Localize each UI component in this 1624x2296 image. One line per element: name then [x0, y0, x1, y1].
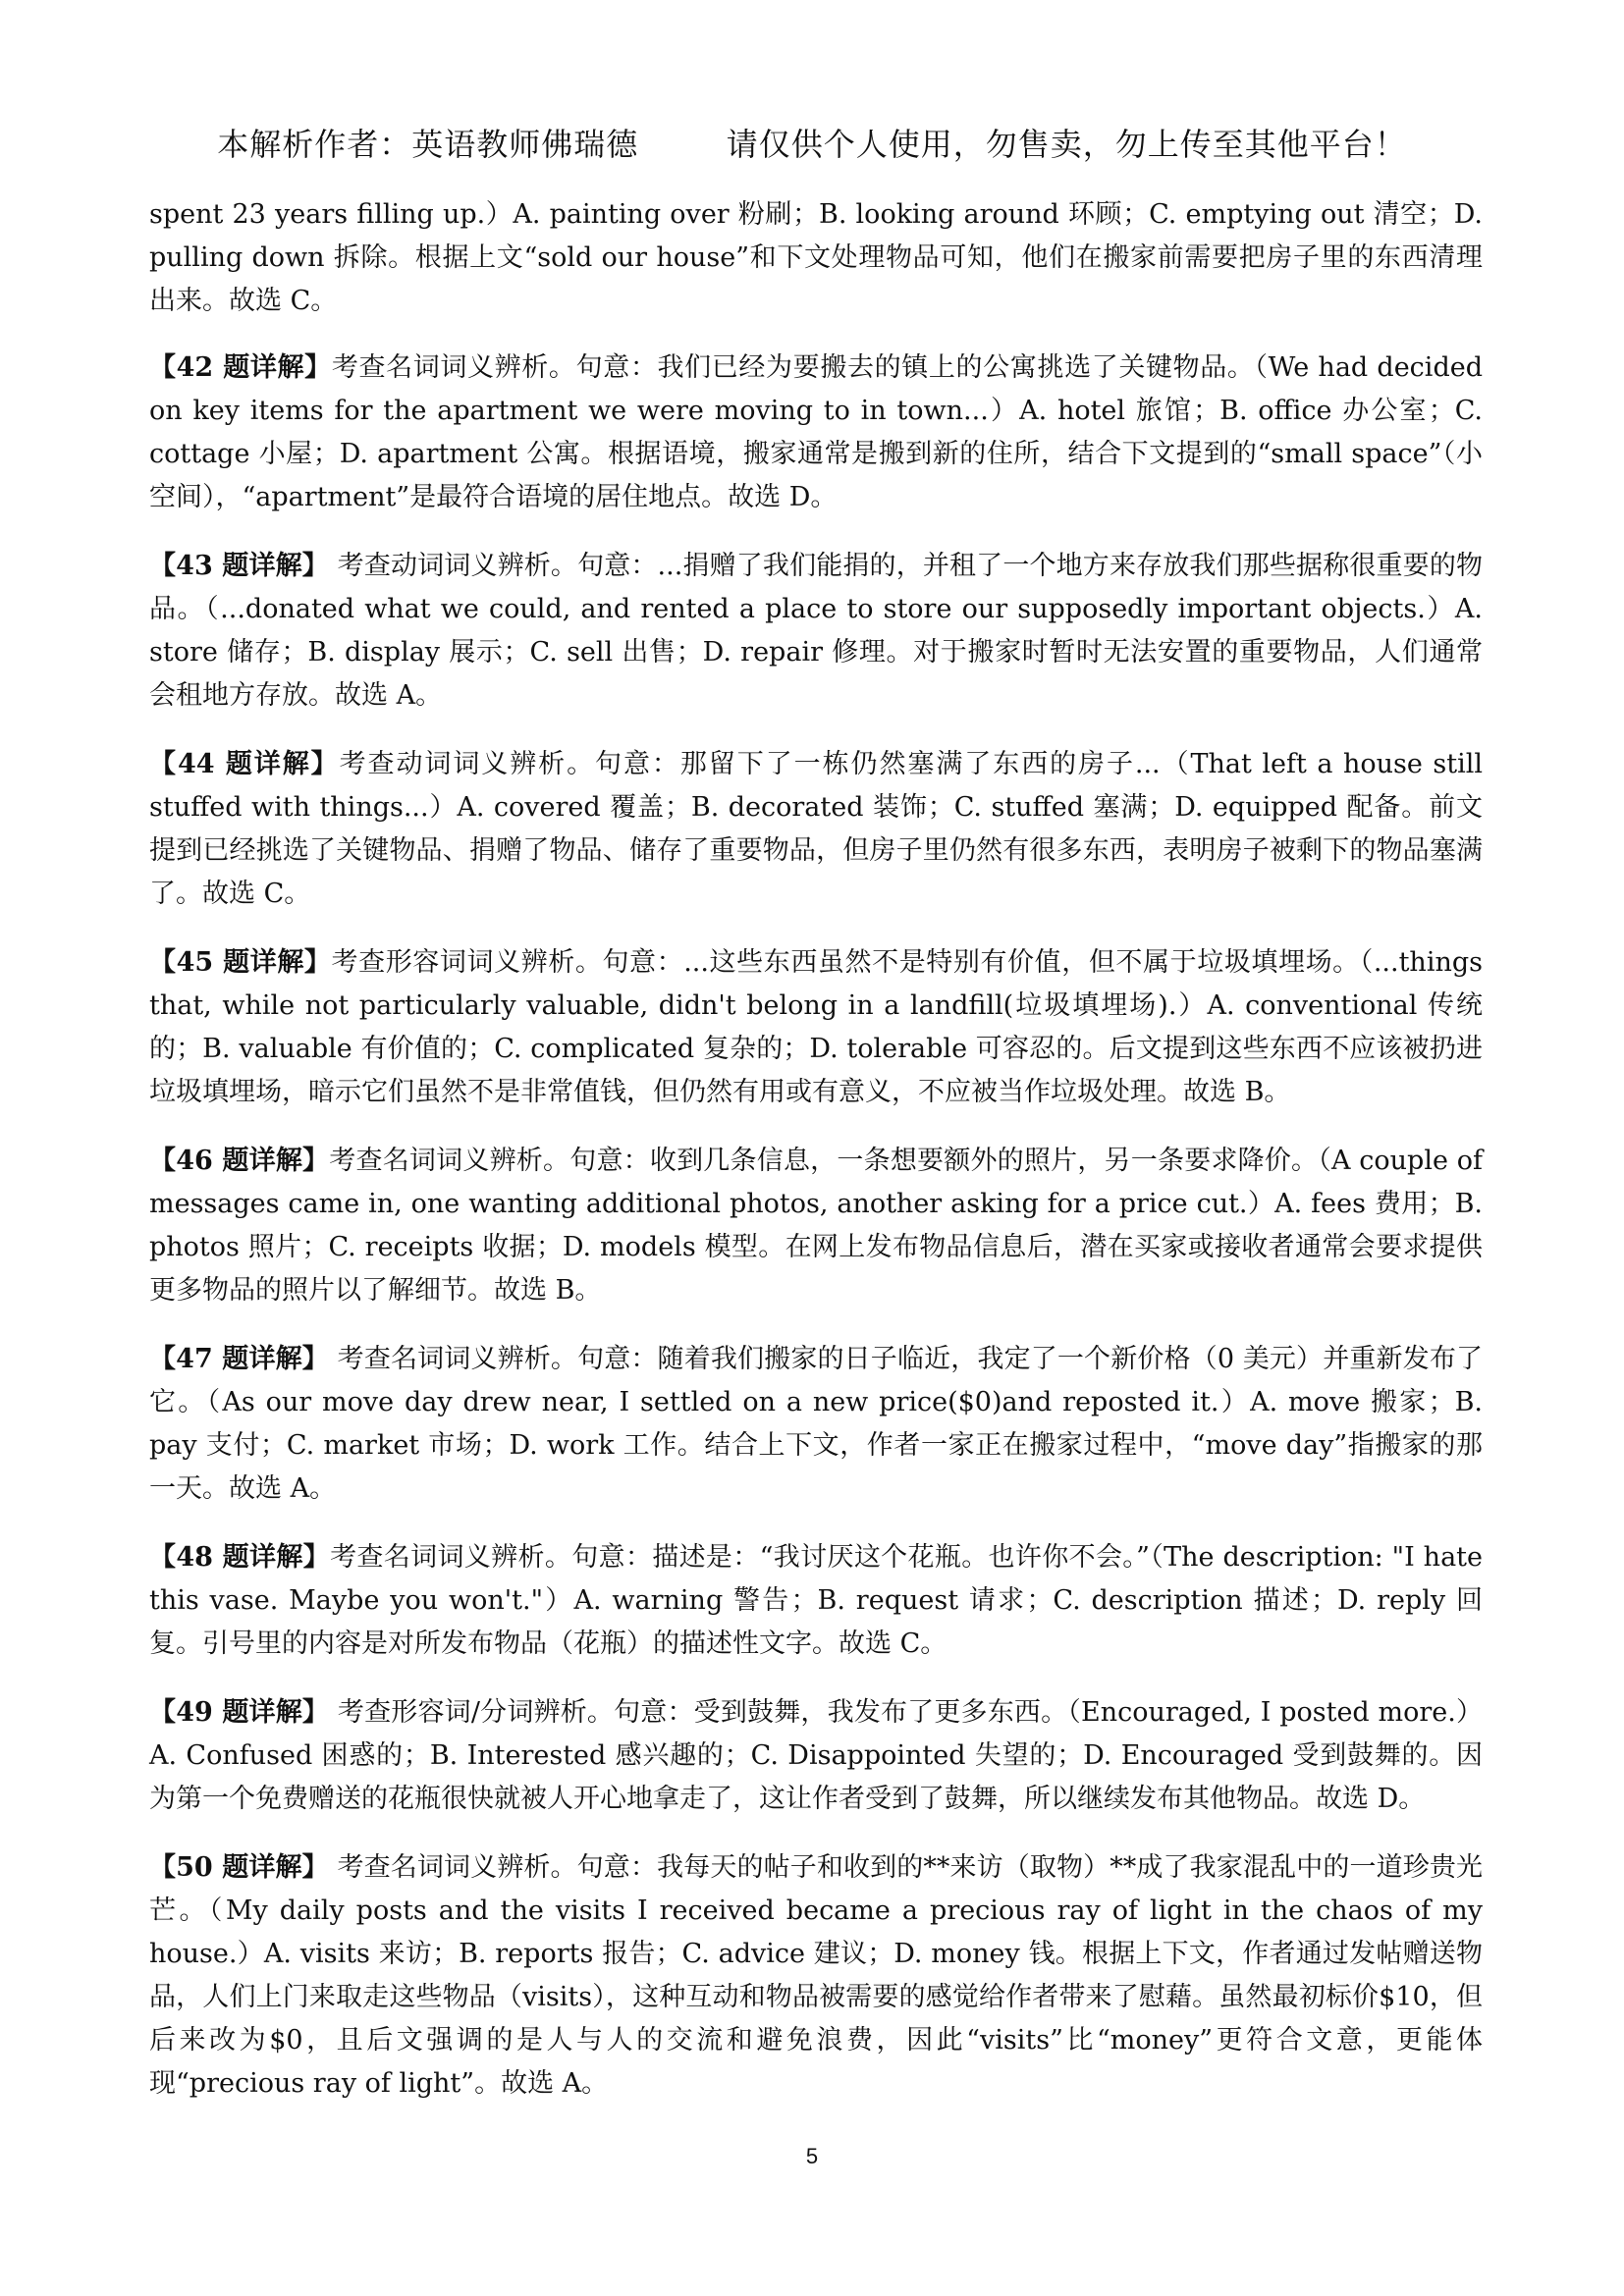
explanation-45	[149, 941, 1483, 1114]
question-label: 【44 题详解】	[149, 749, 340, 779]
explanation-43	[149, 545, 1483, 718]
explanation-41-continued	[149, 193, 1483, 323]
explanation-42	[149, 347, 1483, 519]
page-number: 5	[805, 2144, 819, 2168]
header-author: 本解析作者：英语教师佛瑞德	[217, 126, 639, 163]
question-label: 【47 题详解】	[149, 1344, 329, 1374]
question-label: 【49 题详解】	[149, 1697, 330, 1728]
explanation-text: 考查名词词义辨析。句意：我每天的帖子和收到的**来访（取物）**成了我家混乱中的一道珍贵光芒。（My daily posts and the visits I received became a precious ray of light in the chaos of my house.）A. visits 来访；B. reports 报告；C. advice 建议；D. money 钱。根据上下文，作者通过发帖赠送物品，人们上门来取走这些物品（visits），这种互动和物品被需要的感觉给作者带来了慰藉。虽然最初标价$10，但后来改为$0，且后文强调的是人与人的交流和避免浪费，因此“visits”比“money”更符合文意，更能体现“precious ray of light”。故选 A。	[149, 1852, 1483, 2099]
explanation-48	[149, 1536, 1483, 1666]
explanation-text: 考查名词词义辨析。句意：收到几条信息，一条想要额外的照片，另一条要求降价。（A couple of messages came in, one wanting additional photos, another asking for a price cut.）A. fees 费用；B. photos 照片；C. receipts 收据；D. models 模型。在网上发布物品信息后，潜在买家或接收者通常会要求提供更多物品的照片以了解细节。故选 B。	[149, 1146, 1483, 1306]
question-label: 【42 题详解】	[149, 352, 332, 383]
answer-explanations	[149, 193, 1483, 2131]
explanation-44	[149, 743, 1483, 916]
explanation-text: 考查名词词义辨析。句意：描述是：“我讨厌这个花瓶。也许你不会。”（The description: "I hate this vase. Maybe you won't."）A. warning 警告；B. request 请求；C. description 描述；D. reply 回复。引号里的内容是对所发布物品（花瓶）的描述性文字。故选 C。	[149, 1542, 1483, 1659]
explanation-46	[149, 1140, 1483, 1312]
page-header	[0, 120, 1624, 165]
question-label: 【43 题详解】	[149, 551, 329, 581]
explanation-49	[149, 1691, 1483, 1821]
question-label: 【48 题详解】	[149, 1542, 331, 1573]
explanation-50	[149, 1846, 1483, 2106]
header-notice: 请仅供个人使用，勿售卖，勿上传至其他平台！	[726, 126, 1407, 163]
question-label: 【50 题详解】	[149, 1852, 329, 1883]
explanation-text: 考查动词词义辨析。句意：那留下了一栋仍然塞满了东西的房子...（That left a house still stuffed with things...）A. covered 覆盖；B. decorated 装饰；C. stuffed 塞满；D. equipped 配备。前文提到已经挑选了关键物品、捐赠了物品、储存了重要物品，但房子里仍然有很多东西，表明房子被剩下的物品塞满了。故选 C。	[149, 749, 1483, 909]
explanation-47	[149, 1338, 1483, 1511]
question-label: 【45 题详解】	[149, 947, 332, 978]
explanation-text: 考查形容词词义辨析。句意：...这些东西虽然不是特别有价值，但不属于垃圾填埋场。（...things that, while not particularly valuable, didn't belong in a landfill(垃圾填埋场).）A. conventional 传统的；B. valuable 有价值的；C. complicated 复杂的；D. tolerable 可容忍的。后文提到这些东西不应该被扔进垃圾填埋场，暗示它们虽然不是非常值钱，但仍然有用或有意义，不应被当作垃圾处理。故选 B。	[149, 947, 1483, 1107]
explanation-text: 考查形容词/分词辨析。句意：受到鼓舞，我发布了更多东西。（Encouraged, I posted more.）A. Confused 困惑的；B. Interested 感兴趣的；C. Disappointed 失望的；D. Encouraged 受到鼓舞的。因为第一个免费赠送的花瓶很快就被人开心地拿走了，这让作者受到了鼓舞，所以继续发布其他物品。故选 D。	[149, 1697, 1484, 1814]
explanation-text: 考查名词词义辨析。句意：随着我们搬家的日子临近，我定了一个新价格（0 美元）并重新发布了它。（As our move day drew near, I settled on a new price($0)and reposted it.）A. move 搬家；B. pay 支付；C. market 市场；D. work 工作。结合上下文，作者一家正在搬家过程中，“move day”指搬家的那一天。故选 A。	[149, 1344, 1483, 1504]
explanation-text: 考查名词词义辨析。句意：我们已经为要搬去的镇上的公寓挑选了关键物品。（We had decided on key items for the apartment we were moving to in town...）A. hotel 旅馆；B. office 办公室；C. cottage 小屋；D. apartment 公寓。根据语境，搬家通常是搬到新的住所，结合下文提到的“small space”（小空间），“apartment”是最符合语境的居住地点。故选 D。	[149, 352, 1483, 512]
explanation-text: spent 23 years filling up.）A. painting over 粉刷；B. looking around 环顾；C. emptying out 清空；D. pulling down 拆除。根据上文“sold our house”和下文处理物品可知，他们在搬家前需要把房子里的东西清理出来。故选 C。	[149, 199, 1483, 316]
question-label: 【46 题详解】	[149, 1146, 330, 1176]
explanation-text: 考查动词词义辨析。句意：...捐赠了我们能捐的，并租了一个地方来存放我们那些据称很重要的物品。（...donated what we could, and rented a place to store our supposedly important objects.）A. store 储存；B. display 展示；C. sell 出售；D. repair 修理。对于搬家时暂时无法安置的重要物品，人们通常会租地方存放。故选 A。	[149, 551, 1483, 711]
